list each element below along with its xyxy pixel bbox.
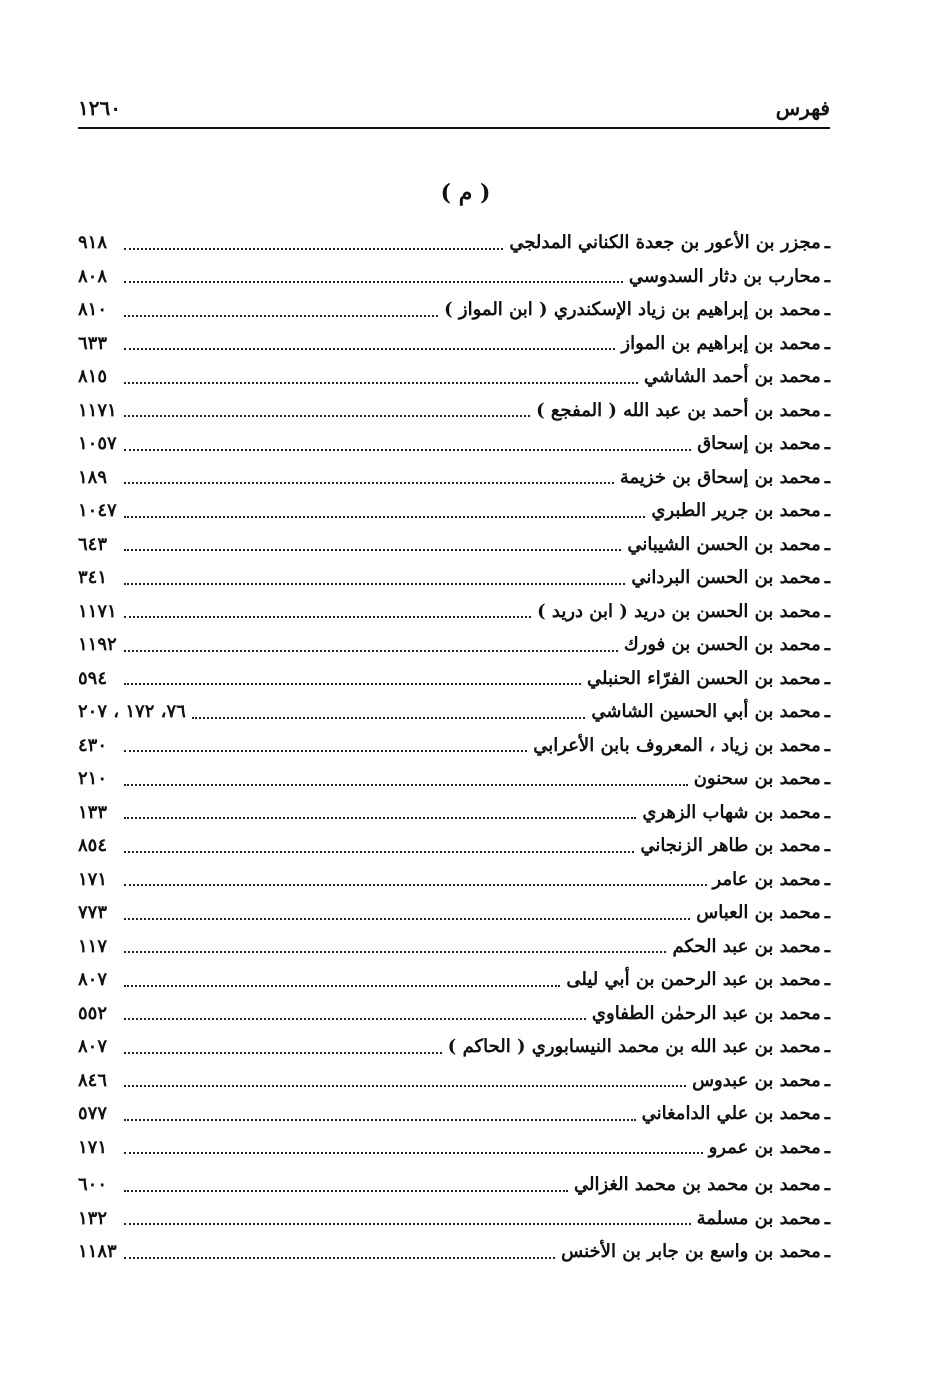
dot-leader [124, 817, 636, 819]
entry-name: محمد بن إبراهيم بن المواز [621, 332, 821, 354]
index-entry [78, 628, 830, 662]
index-entry [78, 360, 830, 394]
entry-dash: ـ [824, 1136, 830, 1158]
entry-dash: ـ [824, 232, 830, 254]
dot-leader [124, 784, 688, 786]
entry-pages: ٨١٥ [78, 366, 108, 388]
entry-dash: ـ [824, 935, 830, 957]
index-entry [78, 528, 830, 562]
index-entry [78, 930, 830, 964]
index-entry [78, 695, 830, 729]
entry-name: مجزر بن الأعور بن جعدة الكناني المدلجي [509, 232, 821, 254]
entry-pages: ١٣٣ [78, 801, 108, 823]
entry-pages: ١١٧ [78, 935, 108, 957]
entry-dash: ـ [824, 299, 830, 321]
entry-dash: ـ [824, 969, 830, 991]
entry-pages: ٥٧٧ [78, 1103, 108, 1125]
entry-pages: ١١٧١ [78, 399, 117, 421]
entry-pages: ٣٤١ [78, 567, 108, 589]
entry-dash: ـ [824, 801, 830, 823]
entry-dash: ـ [824, 1174, 830, 1196]
entry-name: محمد بن زياد ، المعروف بابن الأعرابي [533, 734, 821, 756]
index-entry [78, 394, 830, 428]
entry-pages: ٨٠٧ [78, 969, 108, 991]
entry-name: محمد بن عبد الحكم [672, 935, 821, 957]
dot-leader [124, 281, 623, 283]
entry-dash: ـ [824, 466, 830, 488]
dot-leader [124, 315, 438, 317]
dot-leader [124, 918, 690, 920]
entry-pages: ٤٣٠ [78, 734, 108, 756]
entry-pages: ٥٩٤ [78, 667, 108, 689]
dot-leader [124, 683, 581, 685]
entry-pages: ٥٥٢ [78, 1002, 108, 1024]
entry-name: محمد بن أحمد الشاشي [643, 366, 821, 388]
index-entry [78, 1235, 830, 1269]
entry-pages: ٨١٠ [78, 299, 108, 321]
entry-name: محمد بن سحنون [693, 768, 821, 790]
dot-leader [124, 549, 621, 551]
dot-leader [124, 851, 634, 853]
entry-dash: ـ [824, 734, 830, 756]
entry-dash: ـ [824, 902, 830, 924]
index-entry [78, 226, 830, 260]
entry-dash: ـ [824, 567, 830, 589]
entry-dash: ـ [824, 1103, 830, 1125]
dot-leader [124, 583, 625, 585]
entry-dash: ـ [824, 768, 830, 790]
entry-pages: ١٧١ [78, 868, 108, 890]
entry-name: محمد بن علي الدامغاني [641, 1103, 821, 1125]
entry-pages: ٨٠٨ [78, 265, 108, 287]
entry-dash: ـ [824, 332, 830, 354]
dot-leader [124, 985, 560, 987]
index-entry [78, 1131, 830, 1165]
entry-pages: ١٠٤٧ [78, 500, 117, 522]
entry-dash: ـ [824, 366, 830, 388]
dot-leader [124, 1257, 555, 1259]
entry-name: محمد بن عبد الله بن محمد النيسابوري ( الحاكم ) [447, 1036, 821, 1058]
index-entry [78, 561, 830, 595]
dot-leader [124, 482, 614, 484]
index-entry [78, 595, 830, 629]
entry-pages: ١٠٥٧ [78, 433, 117, 455]
index-entry [78, 494, 830, 528]
index-entry [78, 896, 830, 930]
entry-name: محمد بن طاهر الزنجاني [640, 835, 821, 857]
entry-name: محمد بن العباس [696, 902, 821, 924]
dot-leader [124, 1018, 586, 1020]
entry-name: محمد بن إبراهيم بن زياد الإسكندري ( ابن المواز ) [444, 299, 821, 321]
dot-leader [124, 1052, 442, 1054]
index-entry [78, 1064, 830, 1098]
entry-name: محمد بن الحسن البرداني [631, 567, 821, 589]
entry-dash: ـ [824, 600, 830, 622]
entry-name: محمد بن الحسن بن دريد ( ابن دريد ) [537, 600, 821, 622]
index-entry [78, 260, 830, 294]
index-entry [78, 729, 830, 763]
dot-leader [124, 650, 618, 652]
entry-pages: ١١٨٣ [78, 1241, 117, 1263]
entry-name: محمد بن إسحاق [697, 433, 821, 455]
entry-name: محمد بن عمرو [708, 1136, 821, 1158]
entry-dash: ـ [824, 667, 830, 689]
dot-leader [124, 415, 530, 417]
entry-name: محارب بن دثار السدوسي [628, 265, 821, 287]
index-entries [78, 226, 830, 1269]
entry-pages: ١٧١ [78, 1136, 108, 1158]
entry-dash: ـ [824, 500, 830, 522]
entry-name: محمد بن واسع بن جابر بن الأخنس [561, 1241, 821, 1263]
entry-pages: ٨٤٦ [78, 1069, 108, 1091]
entry-name: محمد بن محمد بن محمد الغزالي [574, 1174, 821, 1196]
entry-pages: ٦٤٣ [78, 533, 108, 555]
entry-pages: ١٣٢ [78, 1207, 108, 1229]
entry-name: محمد بن جرير الطبري [651, 500, 821, 522]
entry-dash: ـ [824, 1241, 830, 1263]
index-entry [78, 1168, 830, 1202]
dot-leader [192, 717, 586, 719]
index-entry [78, 963, 830, 997]
entry-pages: ٩١٨ [78, 232, 108, 254]
entry-name: محمد بن الحسن بن فورك [623, 634, 821, 656]
dot-leader [124, 750, 527, 752]
index-entry [78, 1030, 830, 1064]
index-entry [78, 1097, 830, 1131]
index-entry [78, 327, 830, 361]
index-entry [78, 427, 830, 461]
entry-dash: ـ [824, 835, 830, 857]
index-entry [78, 293, 830, 327]
entry-dash: ـ [824, 433, 830, 455]
header-rule [78, 127, 830, 129]
entry-name: محمد بن إسحاق بن خزيمة [619, 466, 821, 488]
dot-leader [124, 516, 645, 518]
entry-dash: ـ [824, 1207, 830, 1229]
index-entry [78, 863, 830, 897]
index-entry [78, 762, 830, 796]
index-entry [78, 461, 830, 495]
entry-dash: ـ [824, 1069, 830, 1091]
header-title: فهرس [775, 96, 830, 120]
entry-dash: ـ [824, 265, 830, 287]
entry-dash: ـ [824, 399, 830, 421]
entry-name: محمد بن عامر [712, 868, 821, 890]
index-entry [78, 997, 830, 1031]
entry-name: محمد بن عبد الرحمٰن الطفاوي [591, 1002, 821, 1024]
entry-name: محمد بن مسلمة [696, 1207, 821, 1229]
entry-dash: ـ [824, 1002, 830, 1024]
page-number: ١٢٦٠ [78, 96, 121, 120]
entry-dash: ـ [824, 1036, 830, 1058]
entry-name: محمد بن الحسن الفرّاء الحنبلي [587, 667, 821, 689]
entry-pages: ٢١٠ [78, 768, 108, 790]
entry-pages: ٦٠٠ [78, 1174, 108, 1196]
entry-pages: ٦٣٣ [78, 332, 108, 354]
index-entry [78, 1202, 830, 1236]
dot-leader [124, 382, 638, 384]
index-entry [78, 662, 830, 696]
entry-dash: ـ [824, 533, 830, 555]
entry-name: محمد بن عبدوس [692, 1069, 821, 1091]
entry-name: محمد بن شهاب الزهري [642, 801, 821, 823]
index-entry [78, 796, 830, 830]
entry-name: محمد بن عبد الرحمن بن أبي ليلى [566, 969, 821, 991]
entry-pages: ١١٩٢ [78, 634, 117, 656]
page-header [78, 88, 830, 128]
entry-name: محمد بن أبي الحسين الشاشي [591, 701, 821, 723]
dot-leader [124, 1190, 568, 1192]
dot-leader [124, 616, 531, 618]
dot-leader [124, 348, 615, 350]
section-letter: ( م ) [440, 180, 491, 206]
dot-leader [124, 1119, 636, 1121]
dot-leader [124, 1152, 703, 1154]
entry-dash: ـ [824, 701, 830, 723]
entry-dash: ـ [824, 634, 830, 656]
entry-pages: ١١٧١ [78, 600, 117, 622]
index-entry [78, 829, 830, 863]
entry-pages: ٧٧٣ [78, 902, 108, 924]
entry-name: محمد بن أحمد بن عبد الله ( المفجع ) [536, 399, 821, 421]
entry-dash: ـ [824, 868, 830, 890]
entry-pages: ٧٦، ١٧٢ ، ٢٠٧ [78, 701, 186, 723]
dot-leader [124, 449, 691, 451]
entry-name: محمد بن الحسن الشيباني [627, 533, 821, 555]
dot-leader [124, 951, 666, 953]
dot-leader [124, 884, 707, 886]
dot-leader [124, 248, 503, 250]
entry-pages: ١٨٩ [78, 466, 108, 488]
dot-leader [124, 1223, 691, 1225]
dot-leader [124, 1085, 686, 1087]
entry-pages: ٨٠٧ [78, 1036, 108, 1058]
entry-pages: ٨٥٤ [78, 835, 108, 857]
